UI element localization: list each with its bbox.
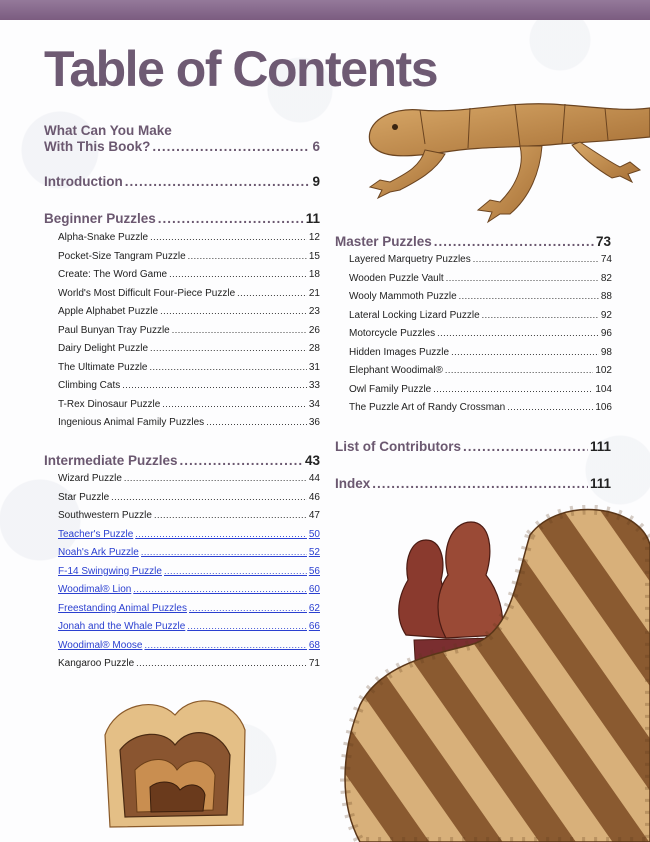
toc-link[interactable] <box>58 529 320 548</box>
toc-item[interactable] <box>349 291 612 310</box>
toc-section-index[interactable] <box>335 476 611 491</box>
item-page: 31 <box>308 361 320 373</box>
toc-link[interactable] <box>58 547 320 566</box>
toc-item[interactable] <box>58 343 320 362</box>
toc-item[interactable] <box>58 492 320 511</box>
lizard-puzzle-image <box>350 82 650 232</box>
item-page: 62 <box>308 602 320 614</box>
item-label: Wooly Mammoth Puzzle <box>349 291 457 302</box>
item-page: 28 <box>308 343 320 354</box>
toc-section-introduction[interactable] <box>44 174 320 189</box>
toc-section-what-can-you-make[interactable] <box>44 123 320 155</box>
section-label: Introduction <box>44 174 123 189</box>
item-page: 82 <box>600 272 612 284</box>
toc-link[interactable] <box>58 603 320 622</box>
toc-item[interactable] <box>58 417 320 436</box>
section-label-line2: With This Book? <box>44 139 151 154</box>
section-page: 73 <box>595 234 611 249</box>
item-label: Paul Bunyan Tray Puzzle <box>58 324 170 336</box>
item-label: The Ultimate Puzzle <box>58 361 148 373</box>
section-page: 6 <box>312 139 320 154</box>
toc-section-intermediate[interactable] <box>44 453 320 468</box>
page-title: Table of Contents <box>44 41 438 97</box>
toc-item[interactable] <box>58 269 320 288</box>
item-page: 74 <box>600 254 612 265</box>
item-page: 12 <box>308 232 320 243</box>
toc-item[interactable] <box>58 325 320 344</box>
section-page: 9 <box>312 174 320 189</box>
toc-item[interactable] <box>58 232 320 251</box>
toc-item[interactable] <box>58 380 320 399</box>
item-label: Climbing Cats <box>58 380 121 391</box>
toc-item[interactable] <box>349 384 612 403</box>
item-label: Ingenious Animal Family Puzzles <box>58 417 205 428</box>
item-label: Woodimal® Lion <box>58 584 132 595</box>
item-label: Wizard Puzzle <box>58 473 122 484</box>
item-label: Lateral Locking Lizard Puzzle <box>349 309 480 321</box>
toc-item[interactable] <box>58 510 320 529</box>
section-label: Intermediate Puzzles <box>44 453 178 468</box>
item-label: T-Rex Dinosaur Puzzle <box>58 398 161 410</box>
item-page: 102 <box>595 365 612 376</box>
toc-item[interactable] <box>349 310 612 329</box>
toc-item[interactable] <box>349 365 612 384</box>
item-page: 50 <box>308 528 320 540</box>
item-page: 56 <box>308 565 320 577</box>
toc-item[interactable] <box>58 306 320 325</box>
toc-item[interactable] <box>349 273 612 292</box>
item-page: 46 <box>308 491 320 503</box>
item-page: 52 <box>308 547 320 558</box>
section-page: 11 <box>305 211 320 226</box>
item-label: Motorcycle Puzzles <box>349 328 436 339</box>
item-label: Freestanding Animal Puzzles <box>58 602 187 614</box>
toc-section-contributors[interactable] <box>335 439 611 454</box>
toc-link[interactable] <box>58 584 320 603</box>
top-bar <box>0 0 650 20</box>
item-page: 66 <box>308 621 320 632</box>
toc-item[interactable] <box>58 362 320 381</box>
item-page: 106 <box>595 402 612 413</box>
item-label: Southwestern Puzzle <box>58 510 152 521</box>
item-label: Apple Alphabet Puzzle <box>58 306 159 317</box>
item-label: Dairy Delight Puzzle <box>58 343 149 354</box>
toc-item[interactable] <box>58 288 320 307</box>
item-page: 88 <box>600 291 612 302</box>
item-page: 98 <box>600 346 612 358</box>
toc-item[interactable] <box>58 399 320 418</box>
item-page: 47 <box>308 510 320 521</box>
item-page: 36 <box>308 417 320 428</box>
toc-item[interactable] <box>349 347 612 366</box>
item-page: 92 <box>600 309 612 321</box>
toc-item[interactable] <box>349 402 612 421</box>
item-page: 21 <box>308 287 320 299</box>
toc-link[interactable] <box>58 566 320 585</box>
item-label: F-14 Swingwing Puzzle <box>58 565 162 577</box>
item-page: 34 <box>308 398 320 410</box>
toc-item[interactable] <box>58 473 320 492</box>
striped-jigsaw-image <box>340 505 650 842</box>
toc-section-master[interactable] <box>335 234 611 249</box>
stacked-animals-image <box>95 675 255 835</box>
item-page: 68 <box>308 639 320 651</box>
section-page: 111 <box>589 476 611 491</box>
toc-item[interactable] <box>349 254 612 273</box>
item-label: The Puzzle Art of Randy Crossman <box>349 402 506 413</box>
item-label: Wooden Puzzle Vault <box>349 272 444 284</box>
toc-item[interactable] <box>58 251 320 270</box>
item-label: World's Most Difficult Four-Piece Puzzle <box>58 287 236 299</box>
toc-link[interactable] <box>58 621 320 640</box>
section-page: 111 <box>589 439 611 454</box>
section-label: List of Contributors <box>335 439 461 454</box>
item-label: Kangaroo Puzzle <box>58 658 135 669</box>
item-label: Layered Marquetry Puzzles <box>349 254 471 265</box>
toc-item[interactable] <box>58 658 320 677</box>
item-page: 44 <box>308 473 320 484</box>
section-page: 43 <box>304 453 320 468</box>
item-page: 96 <box>600 328 612 339</box>
section-label: Index <box>335 476 371 491</box>
item-label: Jonah and the Whale Puzzle <box>58 621 186 632</box>
section-label: Master Puzzles <box>335 234 432 249</box>
item-label: Noah's Ark Puzzle <box>58 547 139 558</box>
item-page: 26 <box>308 324 320 336</box>
toc-item[interactable] <box>349 328 612 347</box>
toc-section-beginner[interactable] <box>44 211 320 226</box>
item-label: Alpha-Snake Puzzle <box>58 232 149 243</box>
item-page: 33 <box>308 380 320 391</box>
item-page: 104 <box>595 383 612 395</box>
item-page: 60 <box>308 584 320 595</box>
item-label: Create: The Word Game <box>58 269 168 280</box>
item-page: 15 <box>308 250 320 262</box>
item-label: Woodimal® Moose <box>58 639 143 651</box>
section-label: Beginner Puzzles <box>44 211 156 226</box>
toc-link[interactable] <box>58 640 320 659</box>
item-label: Elephant Woodimal® <box>349 365 443 376</box>
item-label: Teacher's Puzzle <box>58 528 134 540</box>
section-label-line1: What Can You Make <box>44 123 172 138</box>
item-page: 18 <box>308 269 320 280</box>
item-page: 23 <box>308 306 320 317</box>
item-label: Star Puzzle <box>58 491 110 503</box>
item-label: Owl Family Puzzle <box>349 383 432 395</box>
item-label: Hidden Images Puzzle <box>349 346 450 358</box>
item-page: 71 <box>308 658 320 669</box>
item-label: Pocket-Size Tangram Puzzle <box>58 250 186 262</box>
